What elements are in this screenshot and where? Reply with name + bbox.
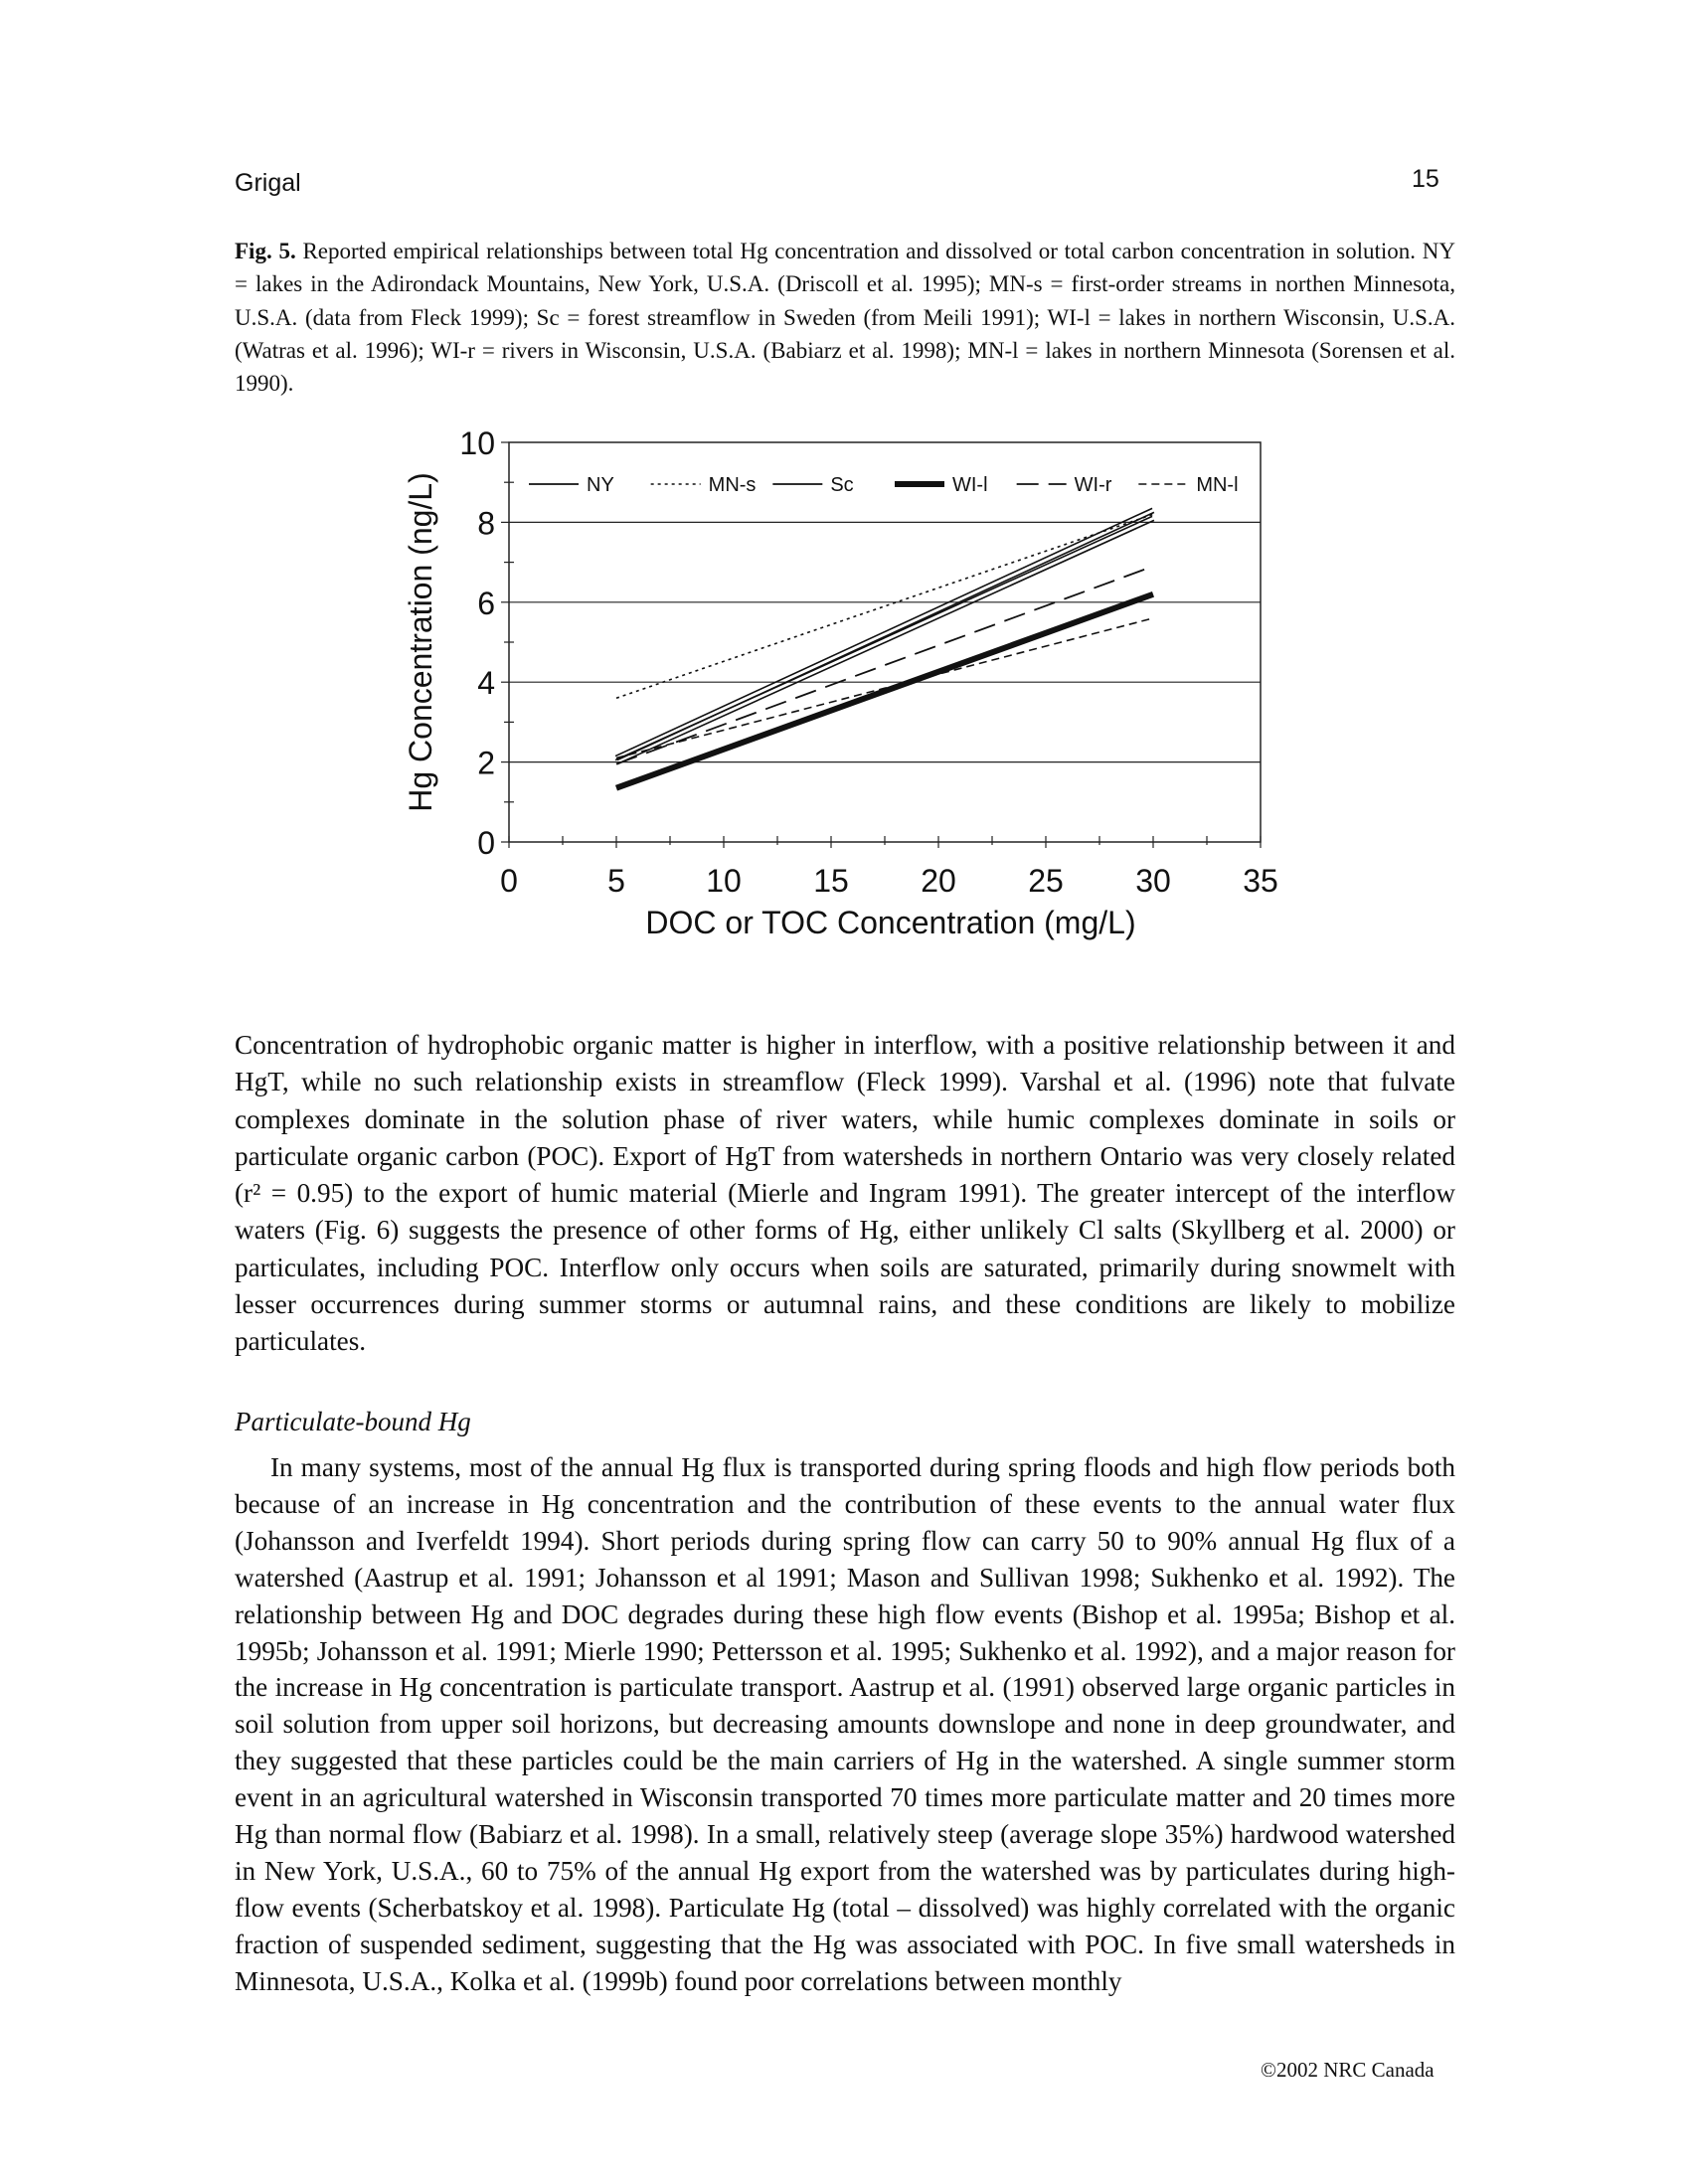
x-tick-label: 0 (500, 863, 518, 899)
y-axis-title: Hg Concentration (ng/L) (403, 472, 438, 812)
body-paragraph-1: Concentration of hydrophobic organic matter is higher in interflow, with a positive relationship between it and HgT, while no such relationship exists in streamflow (Fleck 1999). Varshal et al. (1996) note that fulvate complexes dominate in the solution phase of river waters, while humic complexes dominate in soils or particulate organic carbon (POC). Export of HgT from watersheds in northern Ontario was very closely related (r² = 0.95) to the export of humic material (Mierle and Ingram 1991). The greater intercept of the interflow waters (Fig. 6) suggests the presence of other forms of Hg, either unlikely Cl salts (Skyllberg et al. 2000) or particulates, including POC. Interflow only occurs when soils are saturated, primarily during snowmelt with lesser occurrences during summer storms or autumnal rains, and these conditions are likely to mobilize particulates. (235, 1030, 1455, 1357)
x-tick-label: 10 (706, 863, 742, 899)
legend-label-wi-l: WI-l (952, 474, 988, 496)
legend-label-ny: NY (587, 474, 614, 496)
x-tick-label: 25 (1028, 863, 1064, 899)
series-line-mn-l (616, 618, 1153, 758)
y-tick-label: 6 (477, 585, 495, 621)
x-tick-label: 35 (1243, 863, 1278, 899)
running-head-author: Grigal (235, 169, 301, 197)
hg-doc-chart (378, 422, 1292, 959)
y-tick-label: 0 (477, 825, 495, 861)
y-tick-label: 10 (459, 425, 495, 461)
figure-caption (235, 235, 1455, 401)
copyright-footer: ©2002 NRC Canada (1261, 2058, 1435, 2082)
y-tick-label: 4 (477, 665, 495, 702)
legend-label-mn-l: MN-l (1196, 474, 1239, 496)
x-tick-label: 5 (607, 863, 625, 899)
figure-5 (378, 422, 1292, 964)
legend-label-mn-s: MN-s (708, 474, 757, 496)
x-tick-label: 30 (1135, 863, 1171, 899)
series-line-sc (617, 520, 1154, 763)
legend-label-sc: Sc (830, 474, 854, 496)
series-line-mn-s (616, 514, 1153, 698)
series-line-wi-l (616, 594, 1153, 788)
page-number: 15 (1412, 165, 1439, 193)
x-axis-title: DOC or TOC Concentration (mg/L) (645, 905, 1136, 940)
section-heading: Particulate-bound Hg (235, 1407, 471, 1436)
figure-caption-text: Reported empirical relationships between total Hg concentration and dissolved or total carbon concentration in solution. NY = lakes in the Adirondack Mountains, New York, U.S.A. (Driscoll et al. 1995); MN-s = first-order streams in northen Minnesota, U.S.A. (data from Fleck 1999); Sc = forest streamflow in Sweden (from Meili 1991); WI-l = lakes in northern Wisconsin, U.S.A. (Watras et al. 1996); WI-r = rivers in Wisconsin, U.S.A. (Babiarz et al. 1998); MN-l = lakes in northern Minnesota (Sorensen et al. 1990). (235, 239, 1456, 397)
series-line-sc (615, 516, 1152, 759)
y-tick-label: 2 (477, 745, 495, 781)
series-line-wi-r (616, 567, 1153, 764)
legend-label-wi-r: WI-r (1074, 474, 1112, 496)
y-tick-label: 8 (477, 505, 495, 542)
series-line-ny (615, 508, 1152, 756)
figure-label: Fig. 5. (235, 239, 296, 263)
x-tick-label: 15 (813, 863, 849, 899)
x-tick-label: 20 (921, 863, 956, 899)
body-paragraph-2: In many systems, most of the annual Hg flux is transported during spring floods and high flow periods both because of an increase in Hg concentration and the contribution of these events to the annual water flux (Johansson and Iverfeldt 1994). Short periods during spring flow can carry 50 to 90% annual Hg flux of a watershed (Aastrup et al. 1991; Johansson et al 1991; Mason and Sullivan 1998; Sukhenko et al. 1992). The relationship between Hg and DOC degrades during these high flow events (Bishop et al. 1995a; Bishop et al. 1995b; Johansson et al. 1991; Mierle 1990; Pettersson et al. 1995; Sukhenko et al. 1992), and a major reason for the increase in Hg concentration is particulate transport. Aastrup et al. (1991) observed large organic particles in soil solution from upper soil horizons, but decreasing amounts downslope and none in deep groundwater, and they suggested that these particles could be the main carriers of Hg in the watershed. A single summer storm event in an agricultural watershed in Wisconsin transported 70 times more particulate matter and 20 times more Hg than normal flow (Babiarz et al. 1998). In a small, relatively steep (average slope 35%) hardwood watershed in New York, U.S.A., 60 to 75% of the annual Hg export from the watershed was by particulates during high-flow events (Scherbatskoy et al. 1998). Particulate Hg (total – dissolved) was highly correlated with the organic fraction of suspended sediment, suggesting that the Hg was associated with POC. In five small watersheds in Minnesota, U.S.A., Kolka et al. (1999b) found poor correlations between monthly (235, 1452, 1455, 1996)
